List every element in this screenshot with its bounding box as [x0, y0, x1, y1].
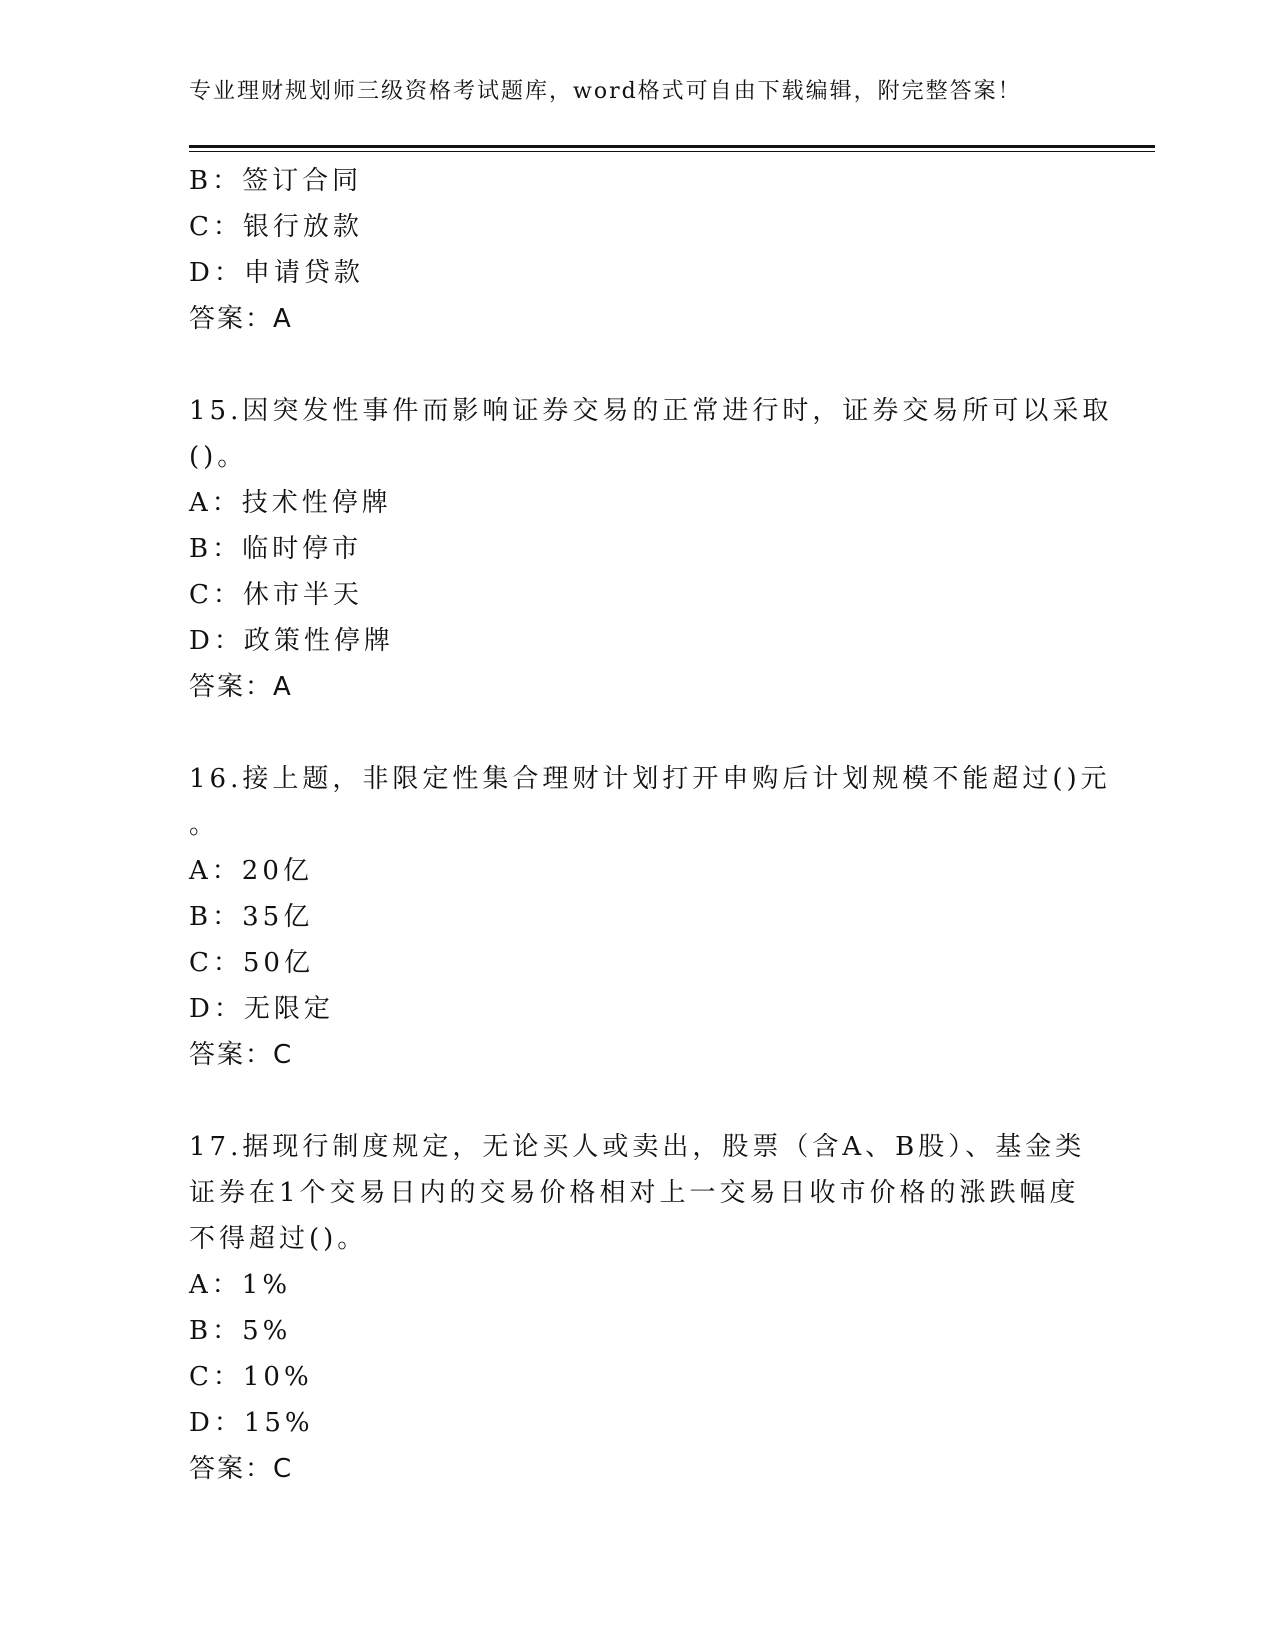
option-c: C：10%	[189, 1362, 313, 1392]
option-b: B：35亿	[189, 902, 314, 932]
question-stem	[189, 756, 1111, 848]
question-stem	[189, 1124, 1089, 1262]
stem-line: 17.据现行制度规定，无论买人或卖出，股票（含A、B股）、基金类	[189, 1132, 1086, 1162]
option-c: C：休市半天	[189, 580, 363, 610]
option-c: C：银行放款	[189, 212, 363, 242]
stem-line: 16.接上题，非限定性集合理财计划打开申购后计划规模不能超过()元	[189, 764, 1111, 794]
option-a: A：1%	[189, 1270, 292, 1300]
answer-line: 答案：C	[189, 1040, 294, 1070]
stem-line: 。	[189, 810, 220, 840]
option-b: B：签订合同	[189, 166, 363, 196]
question-15	[189, 388, 1113, 710]
answer-line: 答案：C	[189, 1454, 294, 1484]
option-d: D：申请贷款	[189, 258, 364, 288]
header-rule-thick	[189, 145, 1155, 148]
option-b: B：临时停市	[189, 534, 363, 564]
option-a: A：20亿	[189, 856, 313, 886]
option-b: B：5%	[189, 1316, 292, 1346]
question-stem	[189, 388, 1113, 480]
document-body	[189, 158, 1113, 1492]
stem-line: ()。	[189, 442, 248, 472]
option-a: A：技术性停牌	[189, 488, 392, 518]
option-c: C：50亿	[189, 948, 314, 978]
header-rule-thin	[189, 151, 1155, 152]
question-14-continued	[189, 158, 1089, 342]
stem-line: 证券在1个交易日内的交易价格相对上一交易日收市价格的涨跌幅度	[189, 1178, 1080, 1208]
page-header: 专业理财规划师三级资格考试题库，word格式可自由下载编辑，附完整答案！	[189, 79, 1022, 104]
question-17	[189, 1124, 1089, 1492]
answer-line: 答案：A	[189, 672, 293, 702]
question-16	[189, 756, 1111, 1078]
stem-line: 不得超过()。	[189, 1224, 368, 1254]
option-d: D：15%	[189, 1408, 314, 1438]
answer-line: 答案：A	[189, 304, 293, 334]
option-d: D：无限定	[189, 994, 334, 1024]
stem-line: 15.因突发性事件而影响证券交易的正常进行时，证券交易所可以采取	[189, 396, 1113, 426]
option-d: D：政策性停牌	[189, 626, 394, 656]
